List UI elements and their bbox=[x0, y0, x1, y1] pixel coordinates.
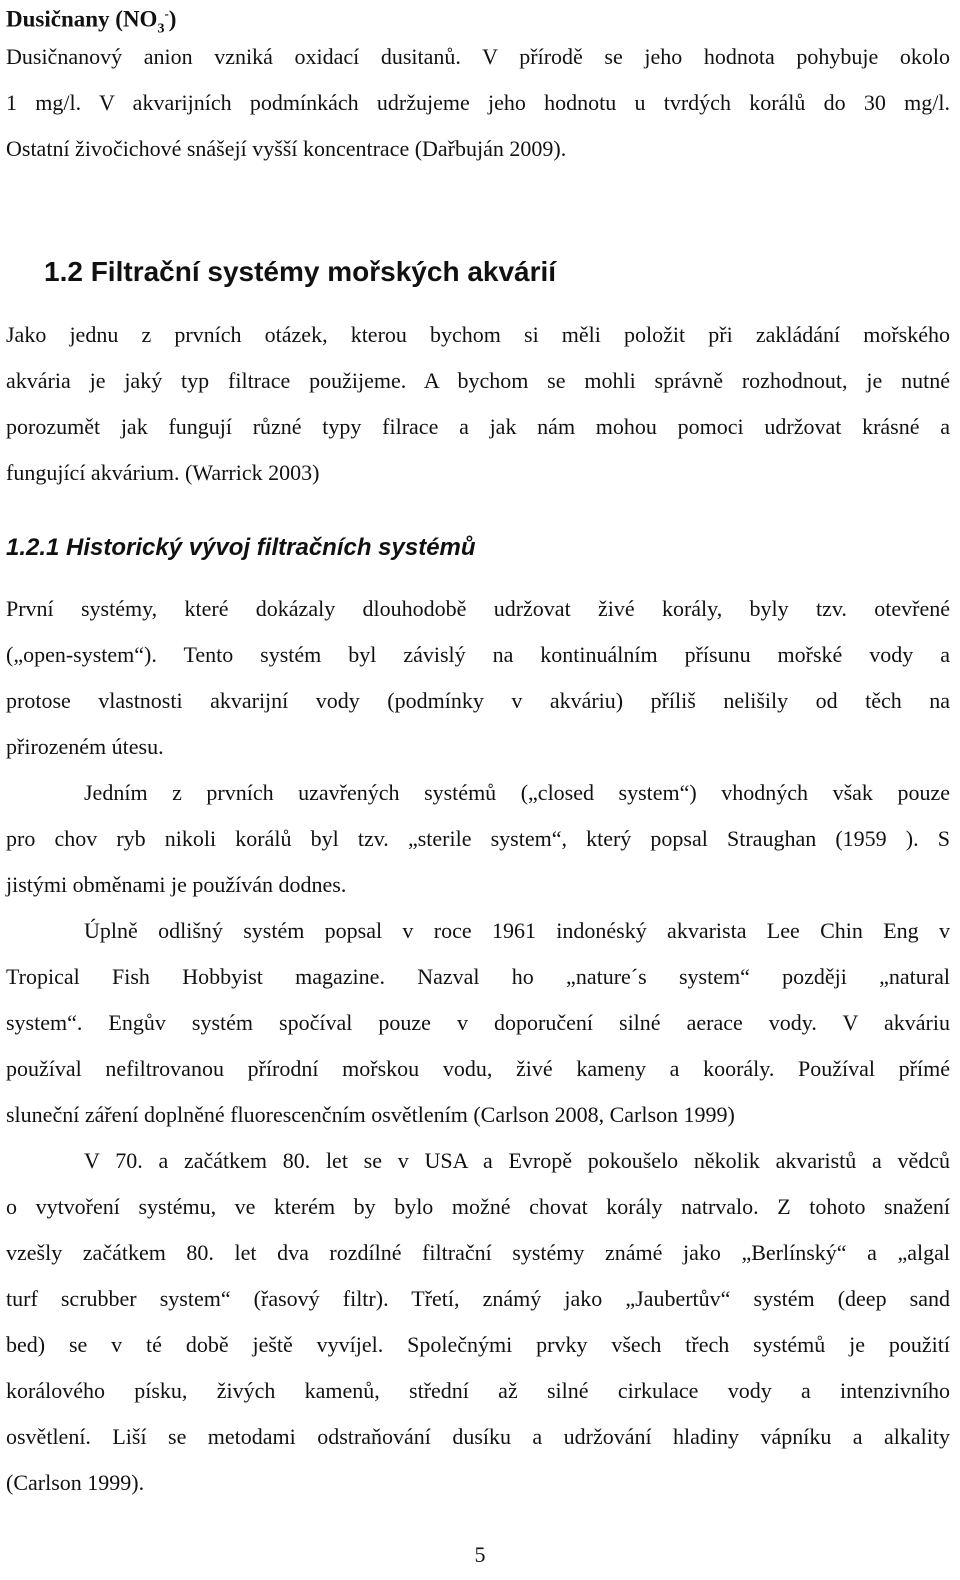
section-1-2-heading: 1.2 Filtrační systémy mořských akvárií bbox=[44, 256, 557, 287]
paragraph-line: pro chov ryb nikoli korálů byl tzv. „sterile system“, který popsal Straughan (1959 ). S bbox=[6, 826, 950, 851]
paragraph-line: Jedním z prvních uzavřených systémů („closed system“) vhodných však pouze bbox=[84, 780, 950, 805]
page-number: 5 bbox=[474, 1542, 486, 1567]
paragraph-line: vzešly začátkem 80. let dva rozdílné filtrační systémy známé jako „Berlínský“ a „algal bbox=[6, 1240, 950, 1265]
paragraph-line: Jako jednu z prvních otázek, kterou bychom si měli položit při zakládání mořského bbox=[6, 322, 950, 347]
paragraph-line: turf scrubber system“ (řasový filtr). Třetí, známý jako „Jaubertův“ systém (deep sand bbox=[6, 1286, 950, 1311]
paragraph-line: akvária je jaký typ filtrace použijeme. A bychom se mohli správně rozhodnout, je nutné bbox=[6, 368, 950, 393]
section-1-2-1-heading: 1.2.1 Historický vývoj filtračních systémů bbox=[6, 534, 476, 561]
paragraph-line: protose vlastnosti akvarijní vody (podmínky v akváriu) příliš nelišily od těch na bbox=[6, 688, 950, 713]
paragraph-line: system“. Engův systém spočíval pouze v doporučení silné aerace vody. V akváriu bbox=[6, 1010, 950, 1035]
paragraph-line: fungující akvárium. (Warrick 2003) bbox=[6, 460, 320, 485]
paragraph-line: přirozeném útesu. bbox=[6, 734, 164, 759]
paragraph-line: 1 mg/l. V akvarijních podmínkách udržujeme jeho hodnotu u tvrdých korálů do 30 mg/l. bbox=[6, 90, 950, 115]
nitrates-heading-prefix: Dusičnany (NO bbox=[6, 6, 158, 32]
paragraph-line: korálového písku, živých kamenů, střední až silné cirkulace vody a intenzivního bbox=[6, 1378, 950, 1403]
paragraph-line: V 70. a začátkem 80. let se v USA a Evropě pokoušelo několik akvaristů a vědců bbox=[84, 1148, 950, 1173]
paragraph-line: jistými obměnami je používán dodnes. bbox=[6, 872, 347, 897]
paragraph-line: Tropical Fish Hobbyist magazine. Nazval ho „nature´s system“ později „natural bbox=[6, 964, 950, 989]
paragraph-line: používal nefiltrovanou přírodní mořskou vodu, živé kameny a koorály. Používal přímé bbox=[6, 1056, 950, 1081]
paragraph-line: porozumět jak fungují různé typy filrace a jak nám mohou pomoci udržovat krásné a bbox=[6, 414, 950, 439]
paragraph-line: Úplně odlišný systém popsal v roce 1961 indonéský akvarista Lee Chin Eng v bbox=[84, 918, 950, 943]
nitrates-heading-superscript: - bbox=[164, 6, 169, 21]
paragraph-line: bed) se v té době ještě vyvíjel. Společnými prvky všech třech systémů je použití bbox=[6, 1332, 950, 1357]
section-1-2-paragraph bbox=[6, 312, 950, 496]
nitrates-heading-suffix: ) bbox=[168, 6, 177, 32]
paragraph-line: Dusičnanový anion vzniká oxidací dusitanů. V přírodě se jeho hodnota pohybuje okolo bbox=[6, 44, 950, 69]
paragraph-line: První systémy, které dokázaly dlouhodobě udržovat živé korály, byly tzv. otevřené bbox=[6, 596, 950, 621]
nitrates-heading-subscript: 3 bbox=[157, 21, 165, 37]
paragraph-line: Ostatní živočichové snášejí vyšší koncentrace (Dařbuján 2009). bbox=[6, 136, 567, 161]
section-1-2-1-body bbox=[6, 586, 950, 1506]
paragraph-line: o vytvoření systému, ve kterém by bylo možné chovat korály natrvalo. Z tohoto snažení bbox=[6, 1194, 950, 1219]
paragraph-line: osvětlení. Liší se metodami odstraňování dusíku a udržování hladiny vápníku a alkality bbox=[6, 1424, 950, 1449]
paragraph-line: („open-system“). Tento systém byl závislý na kontinuálním přísunu mořské vody a bbox=[6, 642, 950, 667]
paragraph-line: sluneční záření doplněné fluorescenčním osvětlením (Carlson 2008, Carlson 1999) bbox=[6, 1102, 735, 1127]
nitrates-paragraph bbox=[6, 34, 950, 172]
paragraph-line: (Carlson 1999). bbox=[6, 1470, 145, 1495]
